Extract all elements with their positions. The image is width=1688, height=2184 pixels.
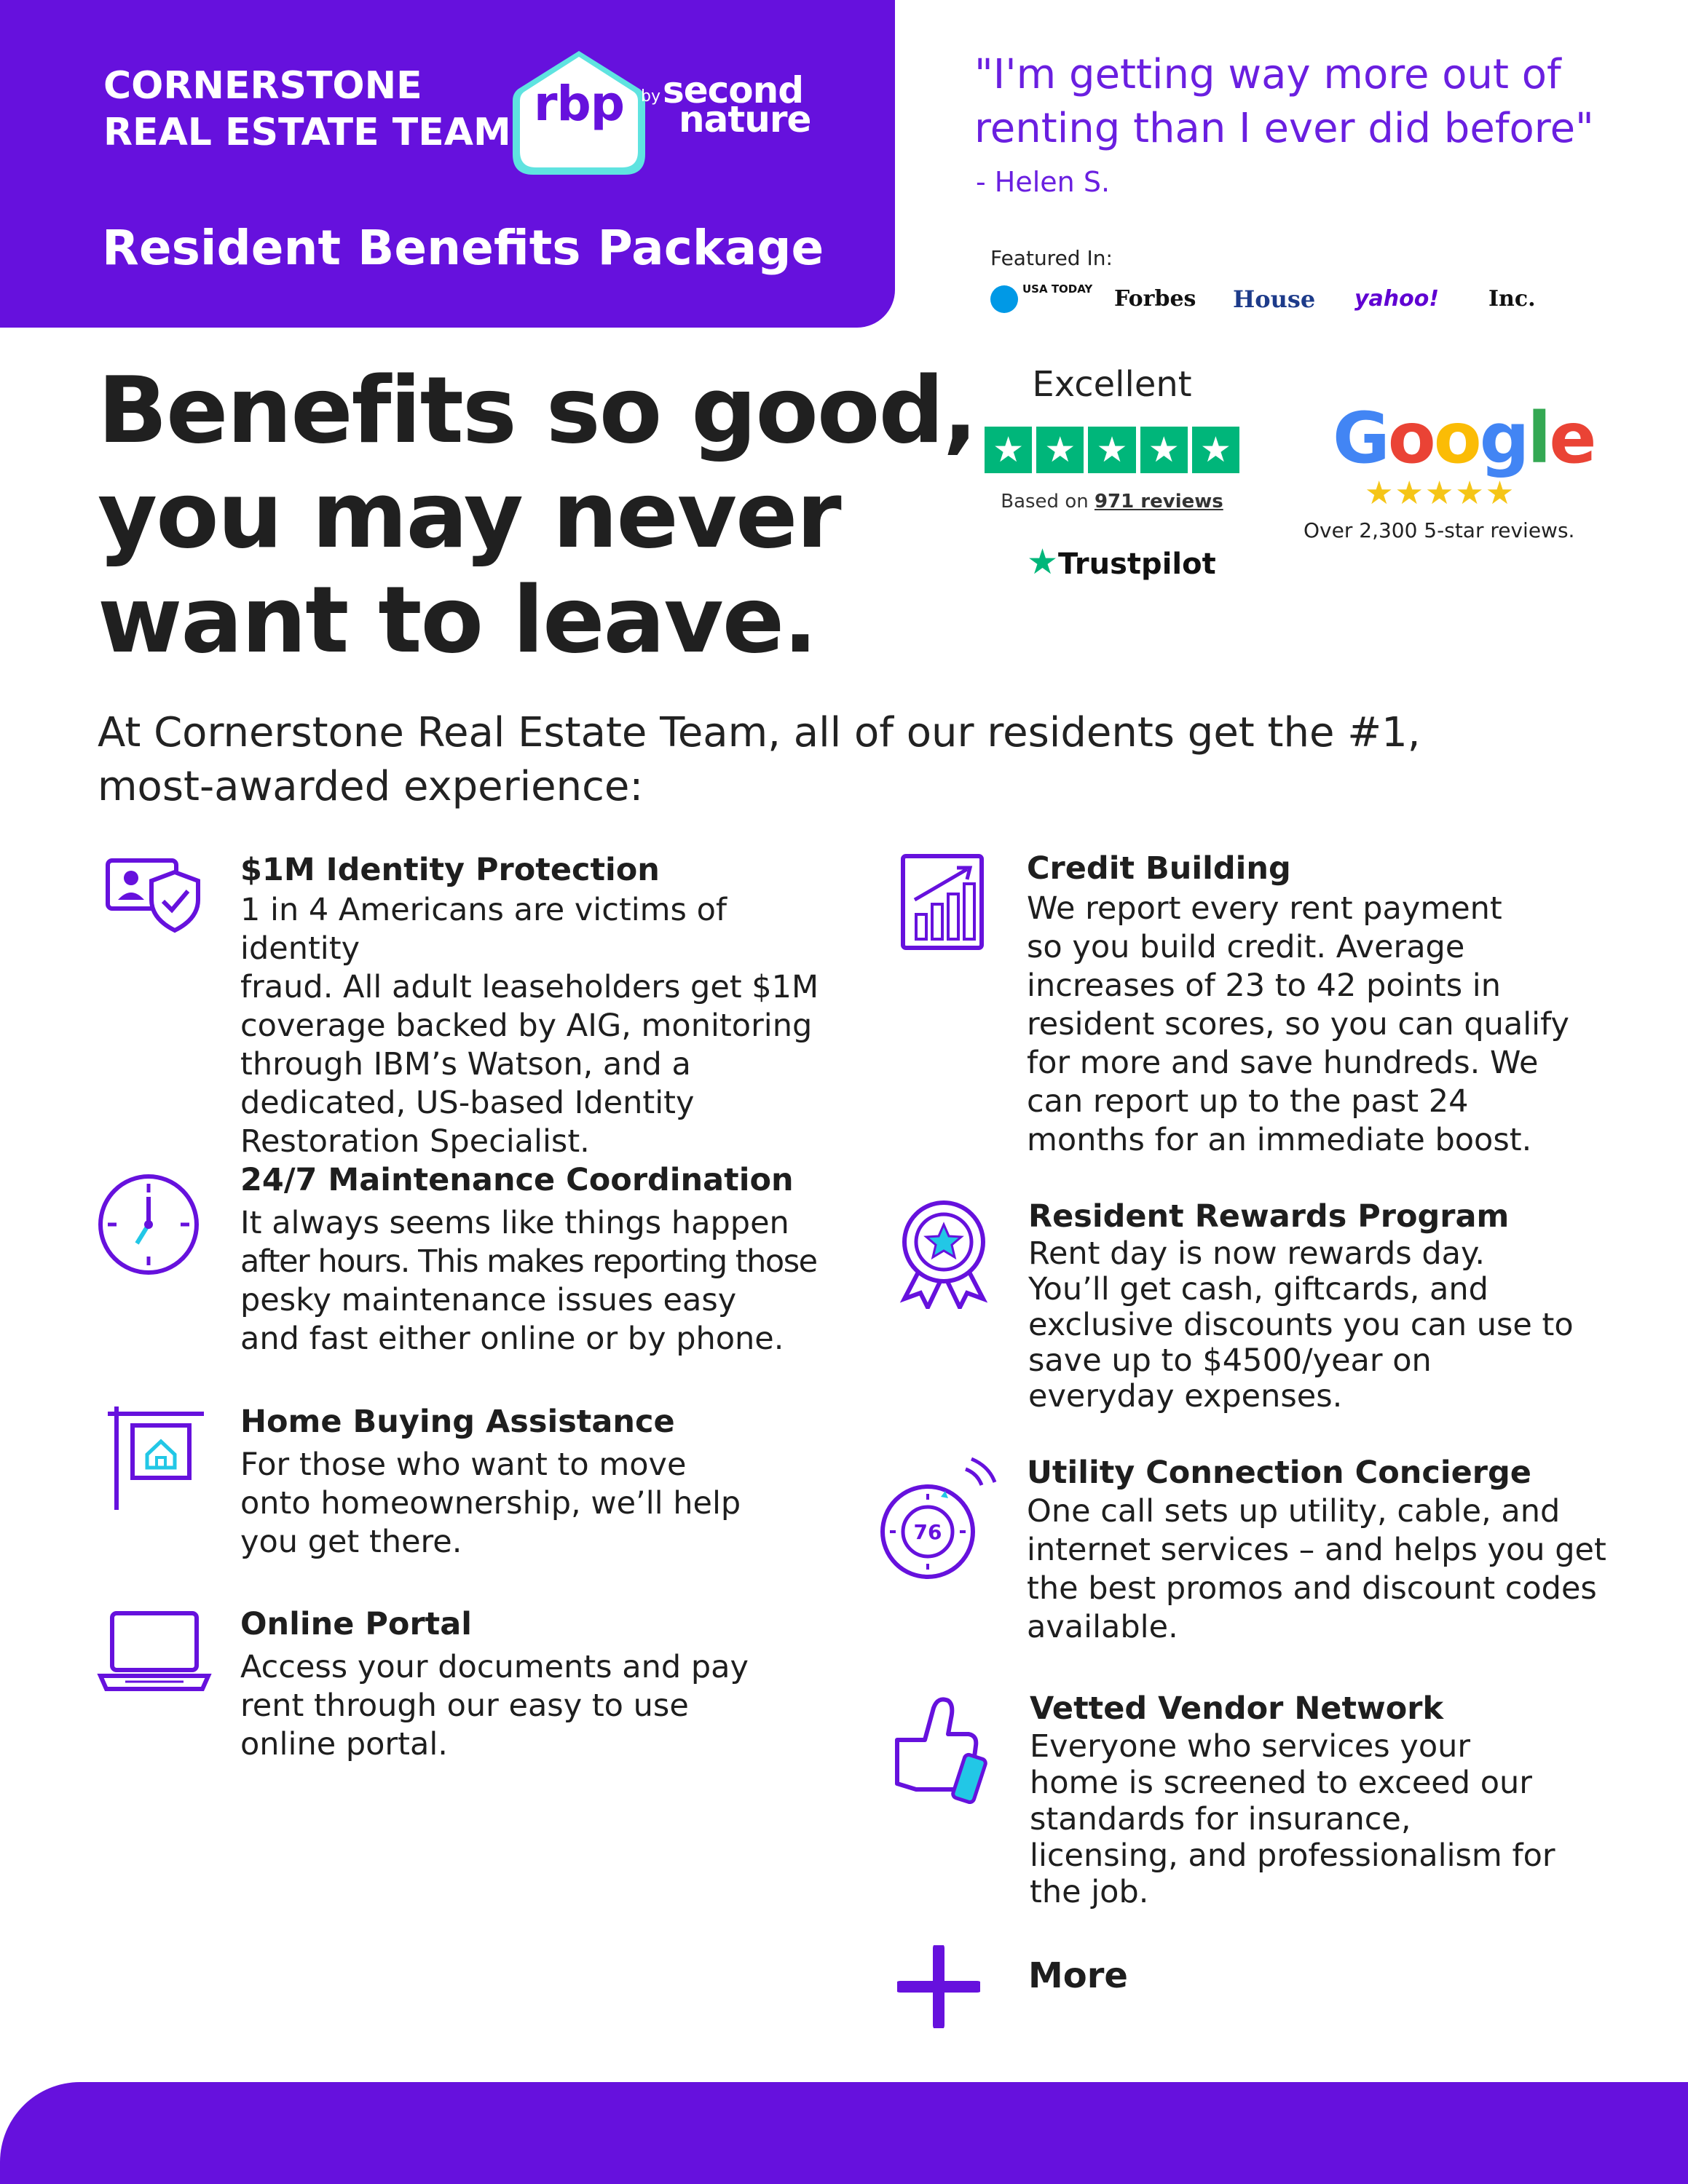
benefit-description: We report every rent payment so you build credit. Average increases of 23 to 42 points in resident scores, so you can qualify for more and save hundreds. We can report up to the past 24 months for an immediate boost.	[1027, 890, 1569, 1158]
benefit-title: $1M Identity Protection	[240, 852, 660, 888]
benefit-title: Online Portal	[240, 1606, 472, 1642]
benefit-credit-building	[1027, 849, 1653, 1160]
headline-line1: Benefits so good,	[98, 357, 977, 464]
laptop-icon	[96, 1609, 213, 1693]
benefit-vetted-vendor	[1030, 1689, 1656, 1910]
thermostat-icon	[878, 1456, 998, 1584]
benefit-home-buying	[240, 1402, 852, 1562]
brand-line2: nature	[679, 98, 811, 141]
benefit-online-portal	[240, 1605, 852, 1764]
trustpilot-stars	[985, 427, 1239, 473]
forbes-logo: Forbes	[1114, 286, 1196, 312]
star-icon: ★	[1192, 427, 1239, 473]
benefit-description: For those who want to move onto homeownership, we’ll help you get there.	[240, 1447, 741, 1560]
yahoo-logo: yahoo!	[1354, 286, 1440, 312]
benefit-title: Home Buying Assistance	[240, 1404, 675, 1440]
usa-today-logo: USA TODAY	[1022, 282, 1093, 296]
benefit-title: Utility Connection Concierge	[1027, 1455, 1531, 1491]
headline-line2: you may never	[98, 462, 840, 569]
trustpilot-star-icon: ★	[1027, 542, 1059, 582]
benefit-resident-rewards	[1028, 1197, 1655, 1415]
clock-icon	[96, 1172, 201, 1277]
package-title: Resident Benefits Package	[102, 220, 824, 276]
thumbs-up-icon	[887, 1693, 995, 1804]
benefit-description: Rent day is now rewards day. You’ll get cash, giftcards, and exclusive discounts you can use to save up to $4500/year on everyday expenses.	[1028, 1235, 1574, 1415]
star-icon: ★	[1088, 427, 1135, 473]
rbp-logo-text: rbp	[533, 76, 625, 132]
trustpilot-logo: ★Trustpilot	[1027, 542, 1216, 582]
benefit-maintenance	[240, 1160, 852, 1358]
benefit-title: Vetted Vendor Network	[1030, 1690, 1444, 1727]
intro-text	[98, 706, 1612, 814]
company-name-line1: CORNERSTONE	[103, 64, 422, 108]
quote-line2: renting than I ever did before"	[974, 105, 1594, 152]
benefit-title: Resident Rewards Program	[1028, 1198, 1510, 1235]
trustpilot-review-count	[985, 491, 1239, 513]
by-label: by	[641, 87, 660, 106]
award-ribbon-icon	[894, 1198, 993, 1309]
based-on-label: Based on	[1001, 491, 1089, 513]
reviews-link[interactable]: 971 reviews	[1094, 491, 1223, 513]
intro-line1: At Cornerstone Real Estate Team, all of our residents get the #1,	[98, 709, 1421, 756]
headline-line3: want to leave.	[98, 566, 817, 673]
benefit-title: Credit Building	[1027, 850, 1291, 887]
benefit-utility-concierge	[1027, 1453, 1668, 1647]
testimonial-quote	[974, 48, 1630, 156]
usa-today-dot-icon	[990, 285, 1018, 313]
plus-icon[interactable]	[897, 1945, 980, 2028]
company-name-line2: REAL ESTATE TEAM	[103, 111, 511, 154]
chart-icon	[900, 853, 985, 951]
benefit-title: 24/7 Maintenance Coordination	[240, 1162, 794, 1198]
intro-line2: most-awarded experience:	[98, 763, 644, 810]
thermostat-reading: 76	[913, 1520, 942, 1544]
google-review-caption: Over 2,300 5-star reviews.	[1304, 518, 1575, 542]
star-icon: ★	[1140, 427, 1188, 473]
benefit-description: One call sets up utility, cable, and internet services – and helps you get the best promos and discount codes available.	[1027, 1493, 1606, 1645]
this-old-house-logo: House	[1233, 285, 1316, 313]
headline	[98, 358, 977, 673]
featured-logos	[990, 281, 1588, 317]
brand-line1: second	[663, 69, 804, 111]
testimonial-author: - Helen S.	[976, 166, 1111, 198]
house-sign-icon	[105, 1404, 207, 1513]
featured-label: Featured In:	[990, 246, 1113, 270]
benefit-description: Access your documents and pay rent through our easy to use online portal.	[240, 1649, 749, 1762]
google-logo: Google	[1333, 397, 1595, 479]
quote-line1: "I'm getting way more out of	[974, 51, 1561, 98]
benefit-description: 1 in 4 Americans are victims of identity fraud. All adult leaseholders get $1M coverage backed by AIG, monitoring through IBM’s Watson, and a dedicated, US-based Identity Restoration Specialist.	[240, 892, 819, 1160]
company-name	[103, 63, 511, 156]
benefit-description: It always seems like things happen after hours. This makes reporting those pesky maintenance issues easy and fast either online or by phone.	[240, 1205, 817, 1357]
inc-logo: Inc.	[1488, 286, 1536, 312]
google-stars: ★★★★★	[1365, 475, 1516, 512]
star-icon: ★	[985, 427, 1032, 473]
header-banner	[0, 0, 895, 328]
second-nature-logo	[663, 69, 811, 141]
benefit-description: Everyone who services your home is screened to exceed our standards for insurance, licensing, and professionalism for the job.	[1030, 1728, 1555, 1910]
star-icon: ★	[1036, 427, 1084, 473]
more-link[interactable]: More	[1028, 1955, 1128, 1996]
trustpilot-rating-word: Excellent	[1032, 364, 1192, 405]
footer-bar	[0, 2082, 1688, 2184]
id-shield-icon	[105, 856, 207, 936]
benefit-identity-protection	[240, 850, 852, 1161]
